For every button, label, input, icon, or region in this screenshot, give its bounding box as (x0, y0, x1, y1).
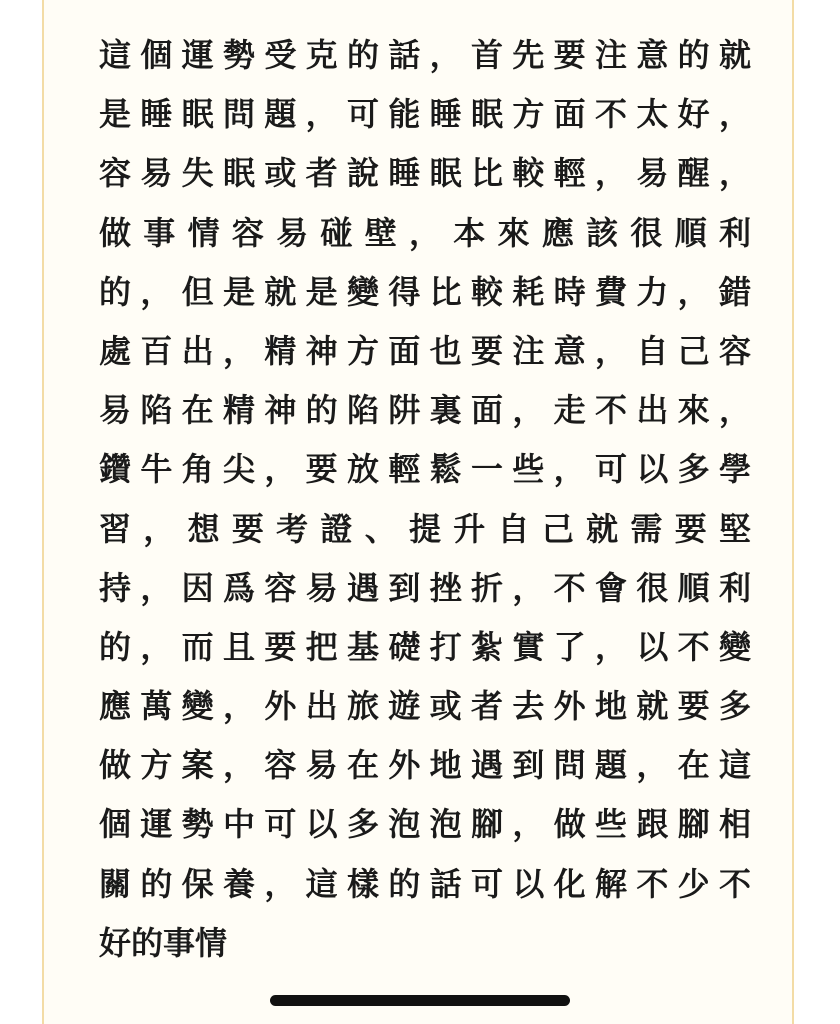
article-line: 易陷在精神的陷阱裏面，走不出來， (99, 391, 751, 430)
article-line: 關的保養，這樣的話可以化解不少不 (99, 864, 751, 903)
article-line: 處百出，精神方面也要注意，自己容 (99, 331, 751, 370)
article-line: 是睡眠問題，可能睡眠方面不太好， (99, 95, 751, 134)
article-line: 鑽牛角尖，要放輕鬆一些，可以多學 (99, 450, 751, 489)
article-line: 容易失眠或者說睡眠比較輕，易醒， (99, 154, 751, 193)
article-line: 的，而且要把基礎打紮實了，以不變 (99, 627, 751, 666)
article-line: 持，因爲容易遇到挫折，不會很順利 (99, 568, 751, 607)
article-line: 做事情容易碰壁，本來應該很順利 (99, 213, 751, 252)
article-line: 應萬變，外出旅遊或者去外地就要多 (99, 687, 751, 726)
article-line: 個運勢中可以多泡泡腳，做些跟腳相 (99, 805, 751, 844)
article-line: 好的事情 (99, 923, 228, 962)
article-body (99, 26, 751, 973)
article-line: 的，但是就是變得比較耗時費力，錯 (99, 272, 751, 311)
home-indicator[interactable] (270, 995, 570, 1006)
article-line: 習，想要考證、提升自己就需要堅 (99, 509, 751, 548)
article-line: 做方案，容易在外地遇到問題，在這 (99, 746, 751, 785)
article-line: 這個運勢受克的話，首先要注意的就 (99, 36, 751, 74)
